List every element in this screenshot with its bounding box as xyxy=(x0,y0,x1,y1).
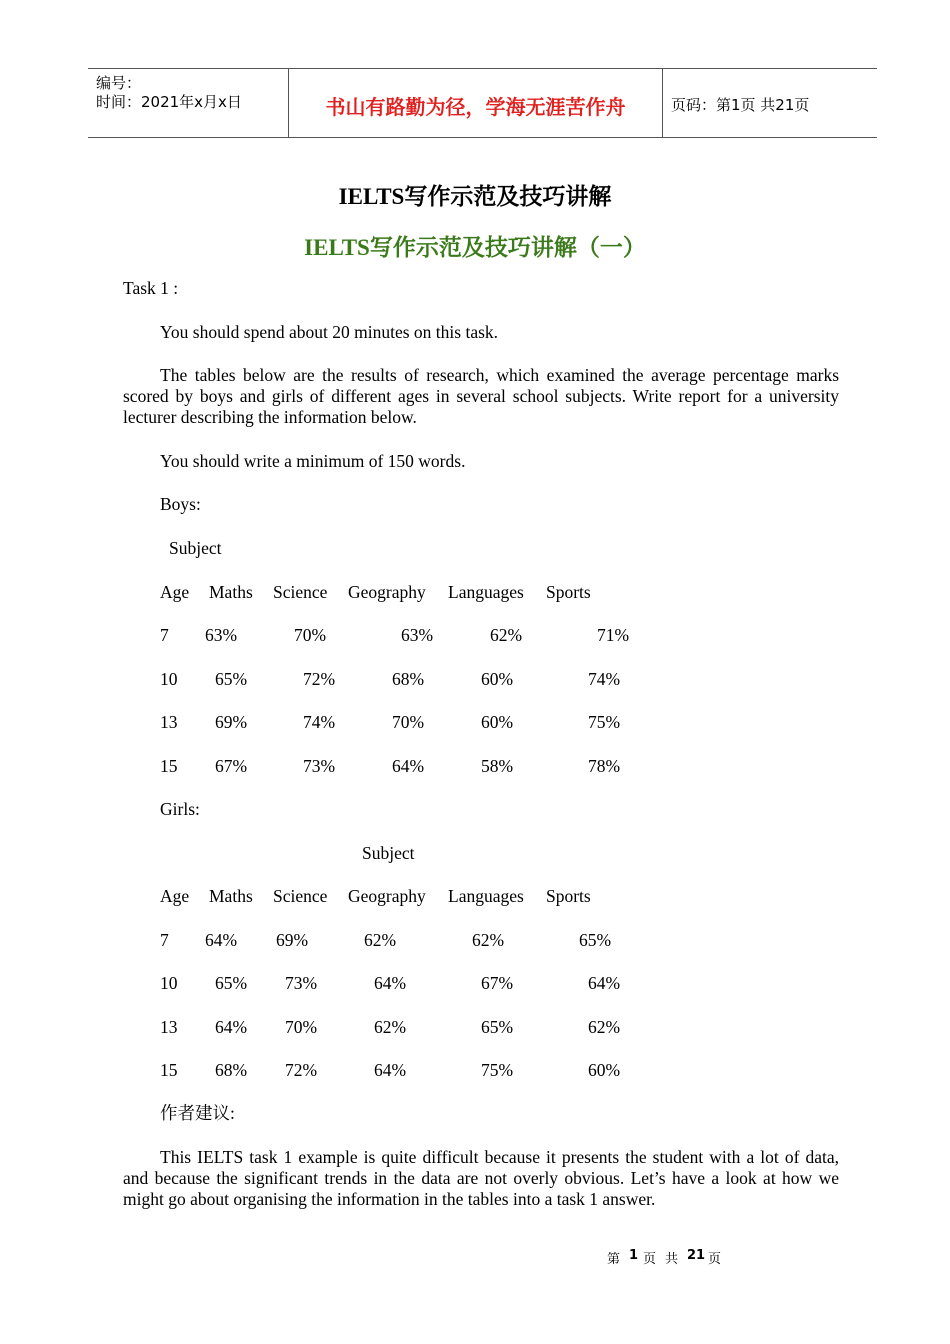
table-cell: 69% xyxy=(276,930,309,950)
table-cell: 60% xyxy=(481,712,514,732)
table-cell: 64% xyxy=(215,1017,248,1037)
table-cell: 68% xyxy=(215,1060,248,1080)
table-cell: 10 xyxy=(160,973,178,993)
table-cell: 7 xyxy=(160,625,169,645)
table-cell: 62% xyxy=(374,1017,407,1037)
table-cell: 15 xyxy=(160,756,178,776)
table-cell: 60% xyxy=(588,1060,621,1080)
boys-label: Boys: xyxy=(160,494,201,514)
table-cell: 73% xyxy=(303,756,336,776)
table-cell: 68% xyxy=(392,669,425,689)
advice-label: 作者建议: xyxy=(160,1103,235,1123)
table-cell: 62% xyxy=(364,930,397,950)
code-label: 编号： xyxy=(96,74,142,92)
header-page-cell xyxy=(662,69,877,137)
motto-text: 书山有路勤为径，学海无涯苦作舟 xyxy=(325,95,626,119)
table-cell: 64% xyxy=(374,1060,407,1080)
table-cell: 65% xyxy=(579,930,612,950)
table-cell: 64% xyxy=(392,756,425,776)
table-cell: 15 xyxy=(160,1060,178,1080)
girls-header-languages: Languages xyxy=(448,886,524,906)
header-motto-cell xyxy=(288,69,663,137)
girls-header-sports: Sports xyxy=(546,886,591,906)
footer-total-pages: 21 xyxy=(687,1248,706,1263)
table-cell: 71% xyxy=(597,625,630,645)
girls-subject-label: Subject xyxy=(362,843,415,863)
table-cell: 62% xyxy=(472,930,505,950)
table-cell: 65% xyxy=(481,1017,514,1037)
advice-paragraph: This IELTS task 1 example is quite difficult because it presents the student with a lot of data, and because the significant trends in the data are not overly obvious. Let’s have a look at how we might go about organising the information in the tables into a task 1 answer. xyxy=(123,1147,839,1209)
table-cell: 70% xyxy=(294,625,327,645)
boys-subject-label: Subject xyxy=(169,538,222,558)
page-header xyxy=(88,68,877,138)
table-cell: 10 xyxy=(160,669,178,689)
boys-header-maths: Maths xyxy=(209,582,253,602)
table-cell: 73% xyxy=(285,973,318,993)
table-cell: 62% xyxy=(588,1017,621,1037)
table-cell: 72% xyxy=(285,1060,318,1080)
boys-header-age: Age xyxy=(160,582,190,602)
footer-gong: 共 xyxy=(665,1252,679,1267)
table-cell: 63% xyxy=(205,625,238,645)
table-cell: 65% xyxy=(215,973,248,993)
table-cell: 63% xyxy=(401,625,434,645)
boys-header-science: Science xyxy=(273,582,328,602)
table-cell: 64% xyxy=(205,930,238,950)
document-title: IELTS写作示范及技巧讲解 xyxy=(338,184,612,209)
footer-ye2: 页 xyxy=(708,1252,722,1267)
girls-header-age: Age xyxy=(160,886,190,906)
instruction-time: You should spend about 20 minutes on this task. xyxy=(160,322,499,342)
footer-page-number: 1 xyxy=(629,1248,639,1263)
footer-ye: 页 xyxy=(643,1252,657,1267)
table-cell: 70% xyxy=(285,1017,318,1037)
table-cell: 78% xyxy=(588,756,621,776)
header-meta-cell xyxy=(88,69,288,137)
boys-header-languages: Languages xyxy=(448,582,524,602)
girls-header-science: Science xyxy=(273,886,328,906)
table-cell: 64% xyxy=(374,973,407,993)
table-cell: 67% xyxy=(215,756,248,776)
girls-header-geography: Geography xyxy=(348,886,426,906)
table-cell: 65% xyxy=(215,669,248,689)
footer-di: 第 xyxy=(607,1252,621,1267)
instruction-description: The tables below are the results of research, which examined the average percentage marks scored by boys and girls of different ages in several school subjects. Write report for a university lecturer describing the information below. xyxy=(123,365,839,427)
table-cell: 74% xyxy=(588,669,621,689)
task-label: Task 1 : xyxy=(123,278,179,298)
table-cell: 75% xyxy=(481,1060,514,1080)
table-cell: 74% xyxy=(303,712,336,732)
boys-header-geography: Geography xyxy=(348,582,426,602)
table-cell: 7 xyxy=(160,930,169,950)
table-cell: 70% xyxy=(392,712,425,732)
time-label: 时间：2021年x月x日 xyxy=(96,93,242,111)
section-title: IELTS写作示范及技巧讲解（一） xyxy=(304,235,646,260)
instruction-word-count: You should write a minimum of 150 words. xyxy=(160,451,466,471)
page-number-label: 页码：第1页 共21页 xyxy=(671,96,810,114)
table-cell: 69% xyxy=(215,712,248,732)
table-cell: 72% xyxy=(303,669,336,689)
table-cell: 67% xyxy=(481,973,514,993)
table-cell: 62% xyxy=(490,625,523,645)
table-cell: 60% xyxy=(481,669,514,689)
boys-header-sports: Sports xyxy=(546,582,591,602)
table-cell: 13 xyxy=(160,712,178,732)
girls-header-maths: Maths xyxy=(209,886,253,906)
table-cell: 64% xyxy=(588,973,621,993)
table-cell: 58% xyxy=(481,756,514,776)
table-cell: 13 xyxy=(160,1017,178,1037)
girls-label: Girls: xyxy=(160,799,200,819)
table-cell: 75% xyxy=(588,712,621,732)
